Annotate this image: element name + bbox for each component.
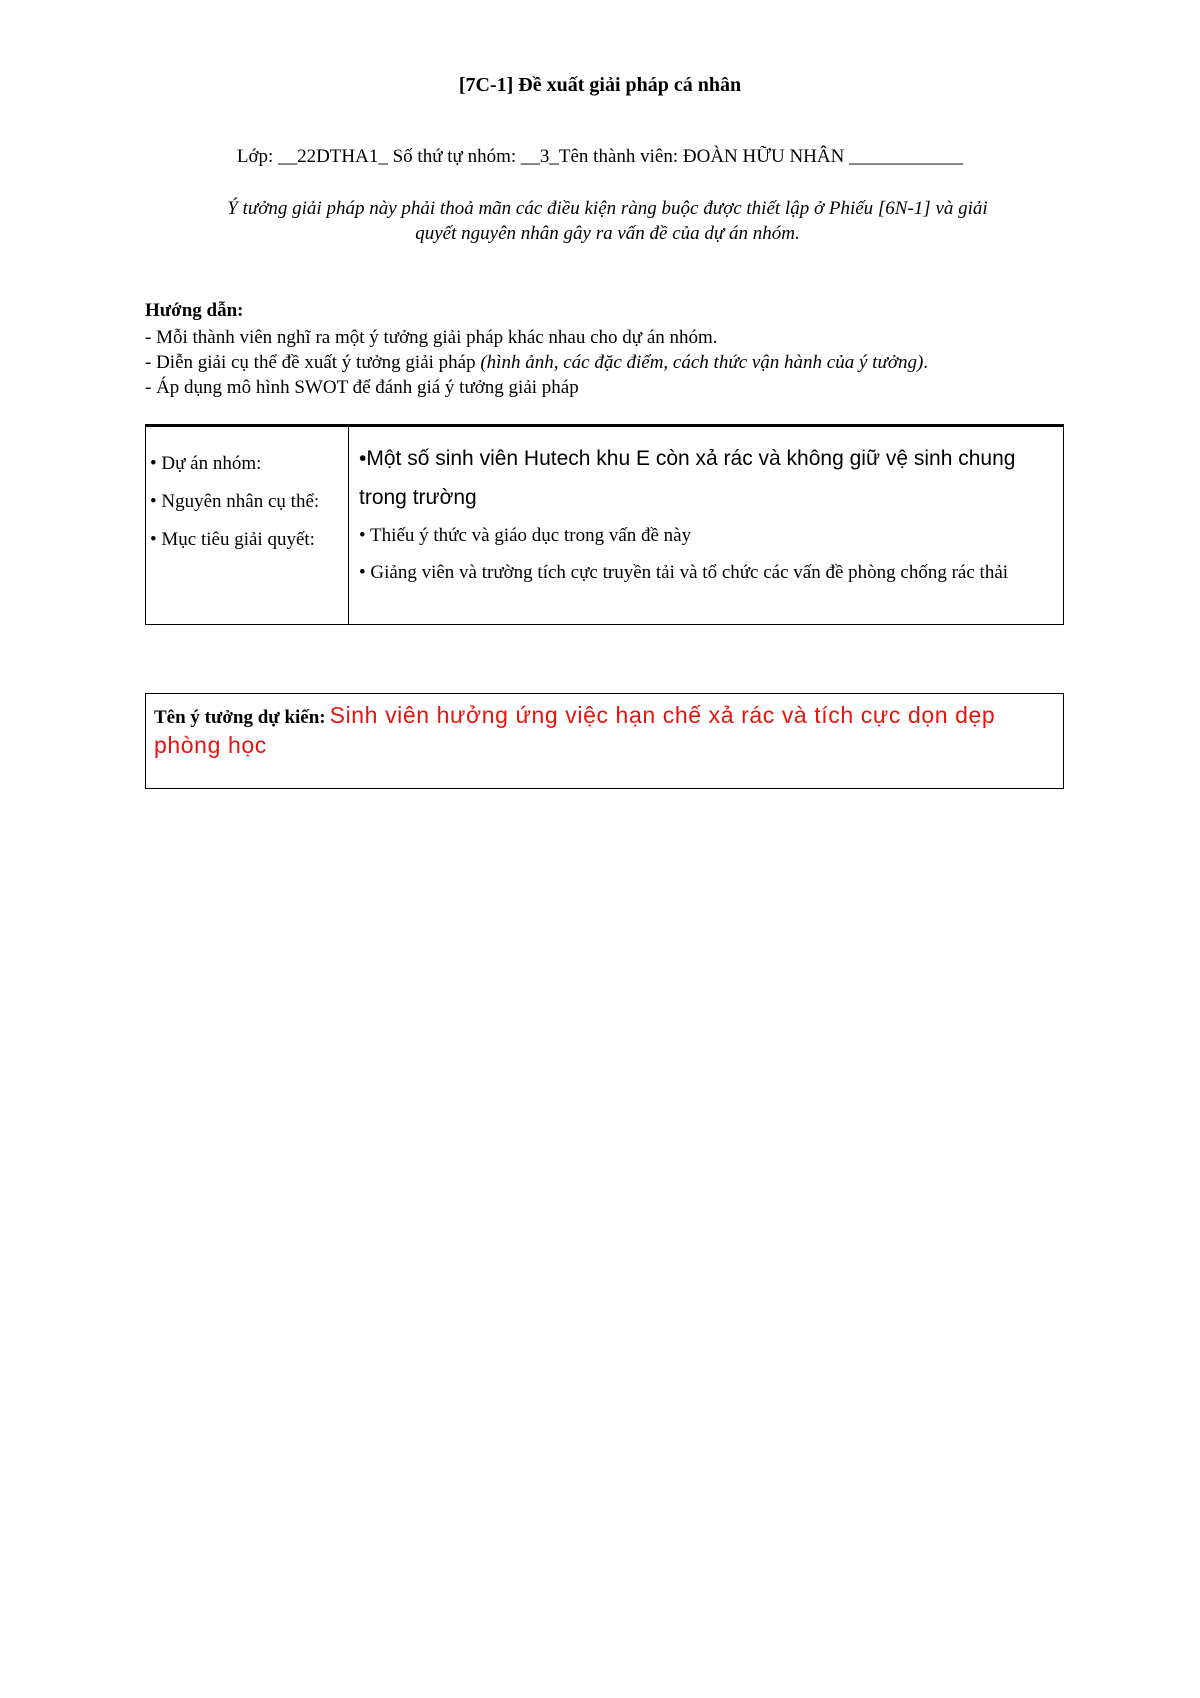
value-cause: • Thiếu ý thức và giáo dục trong vấn đề này xyxy=(359,525,692,546)
student-info-line: Lớp: __22DTHA1_ Số thứ tự nhóm: __3_Tên thành viên: ĐOÀN HỮU NHÂN ____________ xyxy=(236,146,964,167)
project-table-labels xyxy=(146,427,349,624)
idea-value: Sinh viên hưởng ứng việc hạn chế xả rác và tích cực dọn dẹp phòng học xyxy=(154,702,996,758)
guide-item-2-italic: (hình ảnh, các đặc điểm, cách thức vận hành của ý tưởng) xyxy=(480,352,924,373)
guide-item-2-suffix: . xyxy=(923,352,929,373)
label-project: • Dự án nhóm: xyxy=(150,453,262,474)
project-table xyxy=(145,424,1064,625)
project-table-values xyxy=(349,427,1063,624)
idea-label: Tên ý tưởng dự kiến: xyxy=(154,707,326,728)
guide-item-1: - Mỗi thành viên nghĩ ra một ý tưởng giải pháp khác nhau cho dự án nhóm. xyxy=(145,327,718,348)
instruction-note xyxy=(150,196,1065,246)
idea-box xyxy=(145,693,1064,789)
value-project: •Một số sinh viên Hutech khu E còn xả rác và không giữ vệ sinh chung trong trường xyxy=(359,447,1016,509)
guide-item-2-prefix: - Diễn giải cụ thể đề xuất ý tưởng giải pháp xyxy=(145,352,481,373)
label-goal: • Mục tiêu giải quyết: xyxy=(150,529,315,550)
document-title: [7C-1] Đề xuất giải pháp cá nhân xyxy=(458,74,742,96)
instruction-note-line-1: Ý tưởng giải pháp này phải thoả mãn các điều kiện ràng buộc được thiết lập ở Phiếu [6N-1] và giải xyxy=(227,198,988,219)
value-goal: • Giảng viên và trường tích cực truyền tải và tổ chức các vấn đề phòng chống rác thải xyxy=(359,562,1009,583)
guide-heading: Hướng dẫn: xyxy=(145,300,244,321)
instruction-note-line-2: quyết nguyên nhân gây ra vấn đề của dự án nhóm. xyxy=(415,223,800,244)
guide-list xyxy=(145,325,1085,400)
guide-item-2 xyxy=(145,350,1085,375)
label-cause: • Nguyên nhân cụ thể: xyxy=(150,491,320,512)
guide-item-3: - Áp dụng mô hình SWOT để đánh giá ý tưởng giải pháp xyxy=(145,377,579,398)
